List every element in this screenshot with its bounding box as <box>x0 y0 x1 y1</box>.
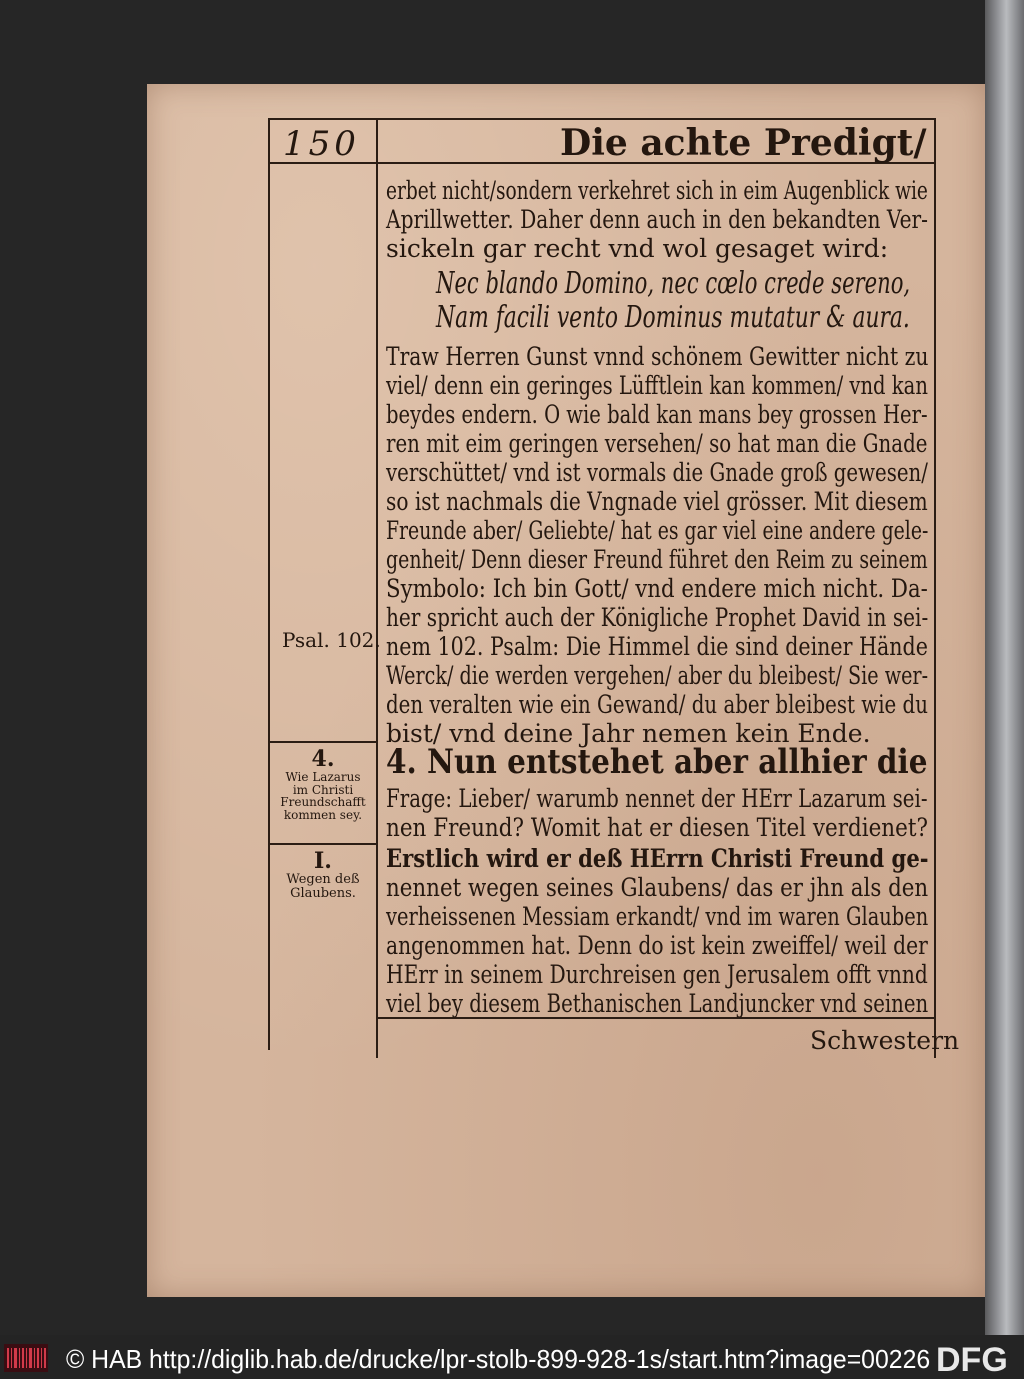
page-number: 150 <box>283 124 360 164</box>
margin-note-rule-2 <box>270 843 376 845</box>
text-line: genheit/ Denn dieser Freund führet den Reim zu seinem <box>386 545 928 574</box>
latin-verse-line: Nam facili vento Dominus mutatur & aura. <box>436 300 910 335</box>
text-line: Traw Herren Gunst vnnd schönem Gewitter nicht zu <box>386 342 929 371</box>
text-line: angenommen hat. Denn do ist kein zweiffel/ weil der <box>386 931 928 960</box>
text-line: den veralten wie ein Gewand/ du aber bleibest wie du <box>386 690 928 719</box>
text-line: bist/ vnd deine Jahr nemen kein Ende. <box>386 719 871 748</box>
margin-note-line: Glaubens. <box>290 885 356 901</box>
text-line: viel bey diesem Bethanischen Landjuncker vnd seinen <box>386 989 929 1018</box>
text-line: beydes endern. O wie bald kan mans bey grossen Her- <box>386 400 928 429</box>
barcode-icon <box>4 1344 48 1372</box>
text-line: ren mit eim geringen versehen/ so hat man die Gnade <box>386 429 928 458</box>
text-line: her spricht auch der Königliche Prophet David in sei- <box>386 603 929 632</box>
svg-text:DFG: DFG <box>936 1341 1008 1376</box>
text-line: erbet nicht/sondern verkehret sich in eim Augenblick wie <box>386 176 928 205</box>
text-line: Erstlich wird er deß HErrn Christi Freund ge- <box>386 844 929 873</box>
column-rule <box>376 118 378 1058</box>
text-line: so ist nachmals die Vngnade viel grösser. Mit diesem <box>386 487 928 516</box>
text-line: nennet wegen seines Glaubens/ das er jhn als den <box>386 873 929 902</box>
margin-note-number: 4. <box>311 746 335 772</box>
margin-note-line: Wegen deß <box>286 872 360 888</box>
next-page-edge <box>985 0 1024 1335</box>
margin-note-rule-1 <box>270 741 376 743</box>
text-line: Frage: Lieber/ warumb nennet der HErr Lazarum sei- <box>386 784 928 813</box>
margin-note-line: im Christi <box>292 782 354 797</box>
margin-note-4 <box>272 748 374 821</box>
copyright-url[interactable]: © HAB http://diglib.hab.de/drucke/lpr-stolb-899-928-1s/start.htm?image=00226 <box>66 1344 931 1374</box>
right-rule <box>934 118 936 1058</box>
text-line: nen Freund? Womit hat er diesen Titel verdienet? <box>386 813 929 842</box>
margin-note-line: Wie Lazarus <box>285 770 361 785</box>
text-line: verschüttet/ vnd ist vormals die Gnade groß gewesen/ <box>386 458 928 487</box>
latin-verse-line: Nec blando Domino, nec cœlo crede sereno, <box>436 266 911 301</box>
text-line: Symbolo: Ich bin Gott/ vnd endere mich nicht. Da- <box>386 574 928 603</box>
text-line: verheissenen Messiam erkandt/ vnd im waren Glauben <box>386 902 929 931</box>
margin-note-line: Freundschafft <box>280 795 366 810</box>
text-line: Freunde aber/ Geliebte/ hat es gar viel eine andere gele- <box>386 516 929 545</box>
text-line: HErr in seinem Durchreisen gen Jerusalem offt vnnd <box>386 960 928 989</box>
text-line: Aprillwetter. Daher denn auch in den bekandten Ver- <box>386 205 928 234</box>
text-line: sickeln gar recht vnd wol gesaget wird: <box>386 234 889 263</box>
margin-note-1 <box>272 850 374 900</box>
catchword: Schwestern <box>810 1026 960 1055</box>
running-head: Die achte Predigt/ <box>560 122 927 164</box>
text-line: Werck/ die werden vergehen/ aber du bleibest/ Sie wer- <box>386 661 929 690</box>
top-rule <box>268 118 936 120</box>
margin-note-line: kommen sey. <box>283 807 363 822</box>
text-line: nem 102. Psalm: Die Himmel die sind deiner Hände <box>386 632 928 661</box>
margin-note-number: I. <box>314 848 332 874</box>
dfg-logo <box>934 1340 1022 1376</box>
section-heading: 4. Nun entstehet aber allhier die <box>386 742 928 782</box>
margin-psalm-reference: Psal. 102. <box>282 628 381 652</box>
left-margin-rule <box>268 118 270 1050</box>
text-line: viel/ denn ein geringes Lüfftlein kan kommen/ vnd kan <box>386 371 928 400</box>
